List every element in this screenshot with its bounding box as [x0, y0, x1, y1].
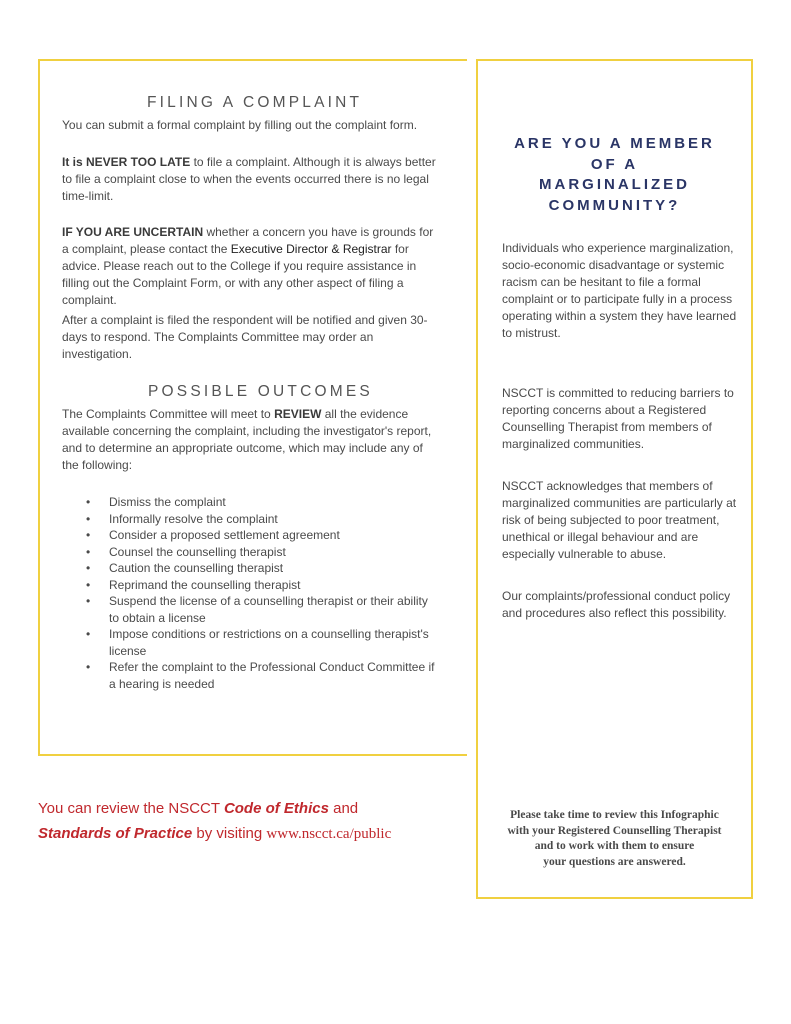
list-item: • Reprimand the counselling therapist — [86, 577, 301, 592]
review-note: You can review the NSCCT Code of Ethics and Standards of Practice by visiting www.nscct.ca/public — [38, 800, 392, 842]
filing-intro — [62, 117, 442, 134]
registrar-contact: Executive Director & Registrar — [230, 242, 392, 256]
bullet-icon: • — [86, 577, 91, 592]
outcomes-title: POSSIBLE OUTCOMES — [148, 383, 373, 400]
list-item: • Suspend the license of a counselling therapist or their ability to obtain a license — [86, 594, 428, 625]
list-item: • Impose conditions or restrictions on a counselling therapist's license — [86, 627, 429, 658]
uncertain-text-b: for advice. Please reach out to the College if you require assistance in filling out the Complaint Form, or with any other aspect of filing a complaint. — [62, 242, 417, 307]
bullet-icon: • — [86, 660, 91, 674]
filing-title: FILING A COMPLAINT — [147, 94, 363, 111]
outcomes-list — [86, 494, 438, 692]
bullet-icon: • — [86, 511, 91, 526]
closing-note: Please take time to review this Infographic with your Registered Counselling Therapist and to work with them to ensure your questions are answered. — [507, 809, 722, 868]
bullet-icon: • — [86, 495, 91, 509]
bullet-icon: • — [86, 561, 91, 575]
after-filing-paragraph — [62, 312, 442, 363]
outcomes-intro-a: The Complaints Committee will meet to — [62, 407, 275, 421]
review-emphasis: REVIEW — [274, 407, 322, 421]
list-item: • Counsel the counselling therapist — [86, 544, 286, 559]
uncertain-text-a: whether a concern you have is grounds for a complaint, please contact the — [62, 225, 434, 256]
after-filing-text: After a complaint is filed the respondent will be notified and given 30-days to respond. The Complaints Committee may order an investigation. — [62, 313, 428, 361]
policy-paragraph: Our complaints/professional conduct policy and procedures also reflect this possibility. — [502, 589, 731, 620]
reducing-barriers-paragraph: NSCCT is committed to reducing barriers to reporting concerns about a Registered Counselling Therapist from members of marginalized communities. — [502, 386, 734, 451]
uncertain-emphasis: IF YOU ARE UNCERTAIN — [62, 225, 204, 239]
list-item: • Refer the complaint to the Professional Conduct Committee if a hearing is needed — [86, 660, 435, 691]
website-link[interactable]: www.nscct.ca/public — [266, 826, 392, 842]
never-too-late-text: to file a complaint. Although it is always better to file a complaint close to when the events occurred there is no legal time-limit. — [62, 155, 436, 203]
filing-intro-text: You can submit a formal complaint by filling out the complaint form. — [62, 118, 418, 132]
acknowledgement-paragraph: NSCCT acknowledges that members of marginalized communities are particularly at risk of being subjected to poor treatment, unethical or illegal behaviour and are especially vulnerable to abuse. — [502, 479, 737, 561]
list-item: • Informally resolve the complaint — [86, 511, 278, 526]
bullet-icon: • — [86, 627, 91, 641]
never-too-late-paragraph — [62, 154, 440, 205]
list-item: • Dismiss the complaint — [86, 495, 226, 509]
bullet-icon: • — [86, 544, 91, 559]
standards-of-practice: Standards of Practice — [38, 825, 193, 842]
list-item: • Consider a proposed settlement agreement — [86, 528, 340, 542]
code-of-ethics: Code of Ethics — [223, 800, 329, 817]
outcomes-intro — [62, 406, 440, 474]
bullet-icon: • — [86, 594, 91, 608]
never-too-late-emphasis: It is NEVER TOO LATE — [62, 155, 191, 169]
marginalization-paragraph: Individuals who experience marginalization, socio-economic disadvantage or systemic racism can be hesitant to file a formal complaint or to participate fully in a process operating within a system they have learned to mistrust. — [502, 241, 737, 340]
outcomes-intro-b: all the evidence available concerning the complaint, including the investigator's report, and to determine an appropriate outcome, which may include any of the following: — [62, 407, 432, 472]
list-item: • Caution the counselling therapist — [86, 561, 284, 575]
marginalized-title: ARE YOU A MEMBER OF A MARGINALIZED COMMUNITY? — [514, 135, 715, 214]
bullet-icon: • — [86, 528, 91, 542]
uncertain-paragraph — [62, 224, 440, 309]
